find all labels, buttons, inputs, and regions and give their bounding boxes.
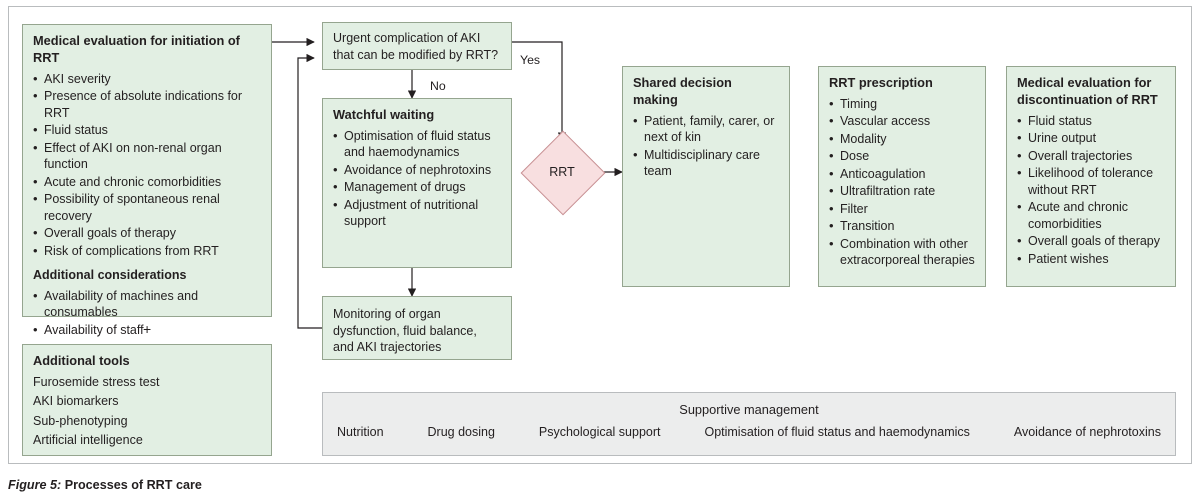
list-item: • Optimisation of fluid status and haemodynamics	[333, 128, 501, 161]
list-item: Drug dosing	[427, 425, 495, 439]
list-item: • Acute and chronic comorbidities	[1017, 199, 1165, 232]
box-medical-evaluation-initiation	[22, 24, 272, 337]
shared-decision-list	[633, 113, 779, 180]
watchful-waiting-list	[333, 128, 501, 230]
list-item: • Overall goals of therapy	[33, 225, 261, 242]
list-item: • Transition	[829, 218, 975, 235]
list-item: • Risk of complications from RRT	[33, 243, 261, 260]
box-title: Additional tools	[33, 353, 130, 368]
list-item: • Fluid status	[1017, 113, 1165, 130]
box-text: Monitoring of organ dysfunction, fluid balance, and AKI trajectories	[333, 307, 477, 354]
list-item: Avoidance of nephrotoxins	[1013, 425, 1161, 439]
list-item: • Patient wishes	[1017, 251, 1165, 268]
rrt-prescription-list	[829, 96, 975, 269]
edge-label-no: No	[430, 79, 446, 93]
box-additional-tools	[22, 344, 272, 456]
list-item: • Dose	[829, 148, 975, 165]
box-subtitle: Additional considerations	[33, 268, 187, 283]
list-item: • Filter	[829, 201, 975, 218]
box-title: Watchful waiting	[333, 107, 435, 122]
list-item: • Timing	[829, 96, 975, 113]
list-item: • Availability of machines and consumables	[33, 288, 261, 321]
list-item: • Modality	[829, 131, 975, 148]
figure-caption	[8, 478, 202, 492]
list-item: • Multidisciplinary care team	[633, 147, 779, 180]
decision-rrt	[520, 130, 604, 214]
list-item: • Likelihood of tolerance without RRT	[1017, 165, 1165, 198]
list-item: Furosemide stress test	[33, 374, 160, 389]
list-item: • Overall trajectories	[1017, 148, 1165, 165]
edge-label-yes: Yes	[520, 53, 541, 67]
box-title: Shared decision making	[633, 75, 732, 107]
list-item: • Possibility of spontaneous renal recovery	[33, 191, 261, 224]
list-item: • Effect of AKI on non-renal organ function	[33, 140, 261, 173]
list-item: • Acute and chronic comorbidities	[33, 174, 261, 191]
list-item: • Availability of staff	[33, 322, 261, 339]
list-item: Sub-phenotyping	[33, 413, 128, 428]
list-item: Artificial intelligence	[33, 433, 143, 448]
list-item: AKI biomarkers	[33, 394, 119, 409]
box-title: Medical evaluation for initiation of RRT	[33, 33, 240, 65]
decision-label: RRT	[549, 165, 575, 179]
supportive-title: Supportive management	[679, 402, 819, 417]
plus-connector: +	[143, 321, 152, 337]
box-watchful-waiting	[322, 98, 512, 268]
list-item: • Urine output	[1017, 130, 1165, 147]
supportive-items	[323, 425, 1175, 439]
list-item: Psychological support	[538, 425, 661, 439]
list-item: • Management of drugs	[333, 179, 501, 196]
box-title: Medical evaluation for discontinuation of RRT	[1017, 75, 1158, 107]
list-item: • Patient, family, carer, or next of kin	[633, 113, 779, 146]
list-item: • Presence of absolute indications for RRT	[33, 88, 261, 121]
box-supportive-management	[322, 392, 1176, 456]
list-item: Nutrition	[337, 425, 384, 439]
box-monitoring	[322, 296, 512, 360]
box-medical-evaluation-discontinuation	[1006, 66, 1176, 287]
list-item: • Ultrafiltration rate	[829, 183, 975, 200]
list-item: • Adjustment of nutritional support	[333, 197, 501, 230]
list-item: Optimisation of fluid status and haemodynamics	[704, 425, 970, 439]
list-item: • Avoidance of nephrotoxins	[333, 162, 501, 179]
list-item: • Combination with other extracorporeal therapies	[829, 236, 975, 269]
list-item: • AKI severity	[33, 71, 261, 88]
box-shared-decision-making	[622, 66, 790, 287]
box-title: RRT prescription	[829, 75, 933, 90]
box-text: Urgent complication of AKI that can be modified by RRT?	[333, 31, 499, 62]
medical-eval-disc-list	[1017, 113, 1165, 268]
list-item: • Vascular access	[829, 113, 975, 130]
list-item: • Overall goals of therapy	[1017, 233, 1165, 250]
list-item: • Fluid status	[33, 122, 261, 139]
box-urgent-complication	[322, 22, 512, 70]
list-item: • Anticoagulation	[829, 166, 975, 183]
additional-tools-list	[33, 374, 261, 449]
medical-eval-init-list	[33, 71, 261, 260]
caption-label: Figure 5:	[8, 478, 62, 492]
box-rrt-prescription	[818, 66, 986, 287]
caption-text: Processes of RRT care	[64, 478, 202, 492]
